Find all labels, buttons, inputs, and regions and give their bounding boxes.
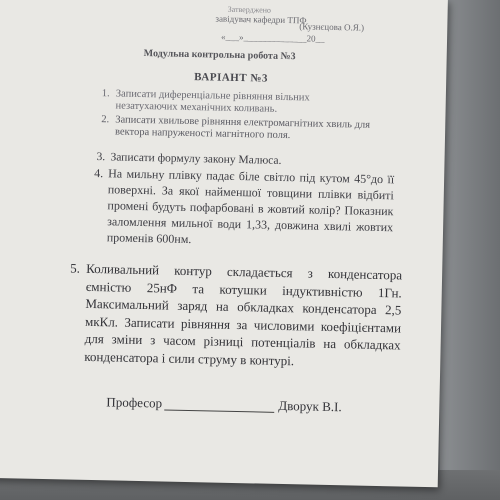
approval-header: Затверджено xyxy=(227,4,272,15)
department-head-name: (Кузнєцова О.Я.) xyxy=(299,21,365,33)
signature-name: Дворук В.І. xyxy=(278,397,342,415)
signature-line xyxy=(164,410,274,413)
background-right xyxy=(440,0,500,500)
question-number: 3. xyxy=(96,151,106,164)
question-number: 2. xyxy=(101,114,110,126)
question-item xyxy=(101,114,377,144)
question-text: На мильну плівку падає біле світло під кутом 45°до її поверхні. За якої найменшої товщини плівки відбиті промені будуть пофарбовані в жовтий колір? Показник заломлення мильної води 1,33, довжина хвилі жовтих променів 600нм. xyxy=(106,166,395,247)
variant-heading: ВАРІАНТ №3 xyxy=(194,71,269,85)
question-text: Коливальний контур складається з конденсатора ємністю 25нФ та котушки індуктивністю 1Гн. Максимальний заряд на обкладках конденсатора 2,5 мкКл. Записати рівняння за числовими коефіцієнтами для зміни з часом різниці потенціалів на обкладках конденсатора і сили струму в контурі. xyxy=(84,260,403,368)
department-line: завідувач кафедри ТПФ xyxy=(215,13,307,26)
signature-label: Професор xyxy=(106,394,163,411)
question-item xyxy=(101,88,363,118)
date-line: «___»______________20__ xyxy=(220,31,325,44)
question-number: 1. xyxy=(101,88,110,100)
document-title: Модульна контрольна робота №3 xyxy=(143,48,296,63)
question-text: Записати диференціальне рівняння вільних незатухаючих механічних коливань. xyxy=(115,88,310,116)
question-item xyxy=(94,165,395,251)
question-number: 4. xyxy=(94,166,104,181)
question-number: 5. xyxy=(70,260,81,276)
question-text: Записати хвильове рівняння електромагнітних хвиль для вектора напруженості магнітного поля. xyxy=(114,114,371,142)
question-item xyxy=(70,260,403,372)
question-text: Записати формулу закону Малюса. xyxy=(110,151,282,167)
